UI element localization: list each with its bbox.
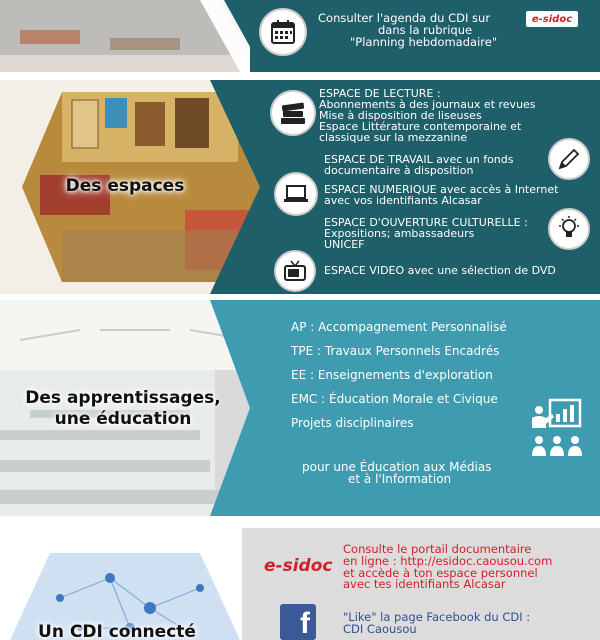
media-line-2: et à l'Information [348, 472, 452, 486]
travail-line-1: ESPACE DE TRAVAIL avec un fonds [324, 153, 514, 166]
esidoc-logo-text: e-sidoc [531, 13, 573, 25]
lecture-line-1: Abonnements à des journaux et revues [319, 98, 536, 111]
caption-line-1: Des apprentissages, [25, 388, 221, 408]
portail-link[interactable]: en ligne : http://esidoc.caousou.com [343, 554, 553, 568]
portail-line-4: avec tes identifiants Alcasar [343, 577, 506, 591]
caption-line-2: une éducation [54, 409, 192, 429]
pencil-icon [548, 138, 590, 180]
lecture-line-3: Espace Littérature contemporaine et [319, 120, 522, 133]
caption-espaces: Des espaces [65, 176, 185, 196]
section-espaces [0, 80, 600, 294]
travail-line-2: documentaire à disposition [324, 164, 474, 177]
section-agenda [0, 0, 600, 72]
item-ap: AP : Accompagnement Personnalisé [291, 320, 507, 334]
item-tpe: TPE : Travaux Personnels Encadrés [291, 344, 500, 358]
numerique-line-1: ESPACE NUMERIQUE avec accès à Internet [324, 183, 559, 196]
agenda-text-2: dans la rubrique [378, 23, 473, 37]
culture-line-3: UNICEF [324, 238, 365, 251]
section-connecte [0, 528, 600, 640]
facebook-icon[interactable]: f [280, 604, 316, 640]
culture-line-2: Expositions; ambassadeurs [324, 227, 475, 240]
laptop-icon [274, 172, 318, 216]
portail-line-1: Consulte le portail documentaire [343, 542, 532, 556]
lecture-line-4: classique sur la mezzanine [319, 131, 468, 144]
video-line: ESPACE VIDEO avec une sélection de DVD [324, 264, 556, 277]
esidoc-logo-top[interactable] [526, 11, 578, 27]
hex-edge-3 [200, 300, 260, 516]
lightbulb-icon [548, 208, 590, 250]
portail-line-3: et accède à ton espace personnel [343, 566, 538, 580]
item-emc: EMC : Éducation Morale et Civique [291, 392, 498, 406]
lecture-line-2: Mise à disposition de liseuses [319, 109, 482, 122]
item-projets: Projets disciplinaires [291, 416, 414, 430]
agenda-text-1: Consulter l'agenda du CDI sur [318, 11, 491, 25]
media-line-1: pour une Éducation aux Médias [302, 460, 492, 474]
presentation-icon [530, 396, 584, 458]
agenda-text-3: "Planning hebdomadaire" [350, 35, 498, 49]
numerique-line-2: avec vos identifiants Alcasar [324, 194, 482, 207]
facebook-line-2: CDI Caousou [343, 622, 417, 636]
books-icon [270, 90, 316, 136]
tv-icon [274, 250, 316, 292]
esidoc-logo-bottom[interactable] [264, 556, 332, 576]
lecture-title: ESPACE DE LECTURE : [319, 87, 441, 100]
calendar-icon [259, 8, 307, 56]
esidoc-logo-bottom-text: e-sidoc [264, 556, 333, 576]
item-ee: EE : Enseignements d'exploration [291, 368, 493, 382]
facebook-line-1: "Like" la page Facebook du CDI : [343, 610, 531, 624]
section-apprentissages [0, 300, 600, 516]
caption-connecte: Un CDI connecté [38, 622, 196, 640]
culture-line-1: ESPACE D'OUVERTURE CULTURELLE : [324, 216, 528, 229]
